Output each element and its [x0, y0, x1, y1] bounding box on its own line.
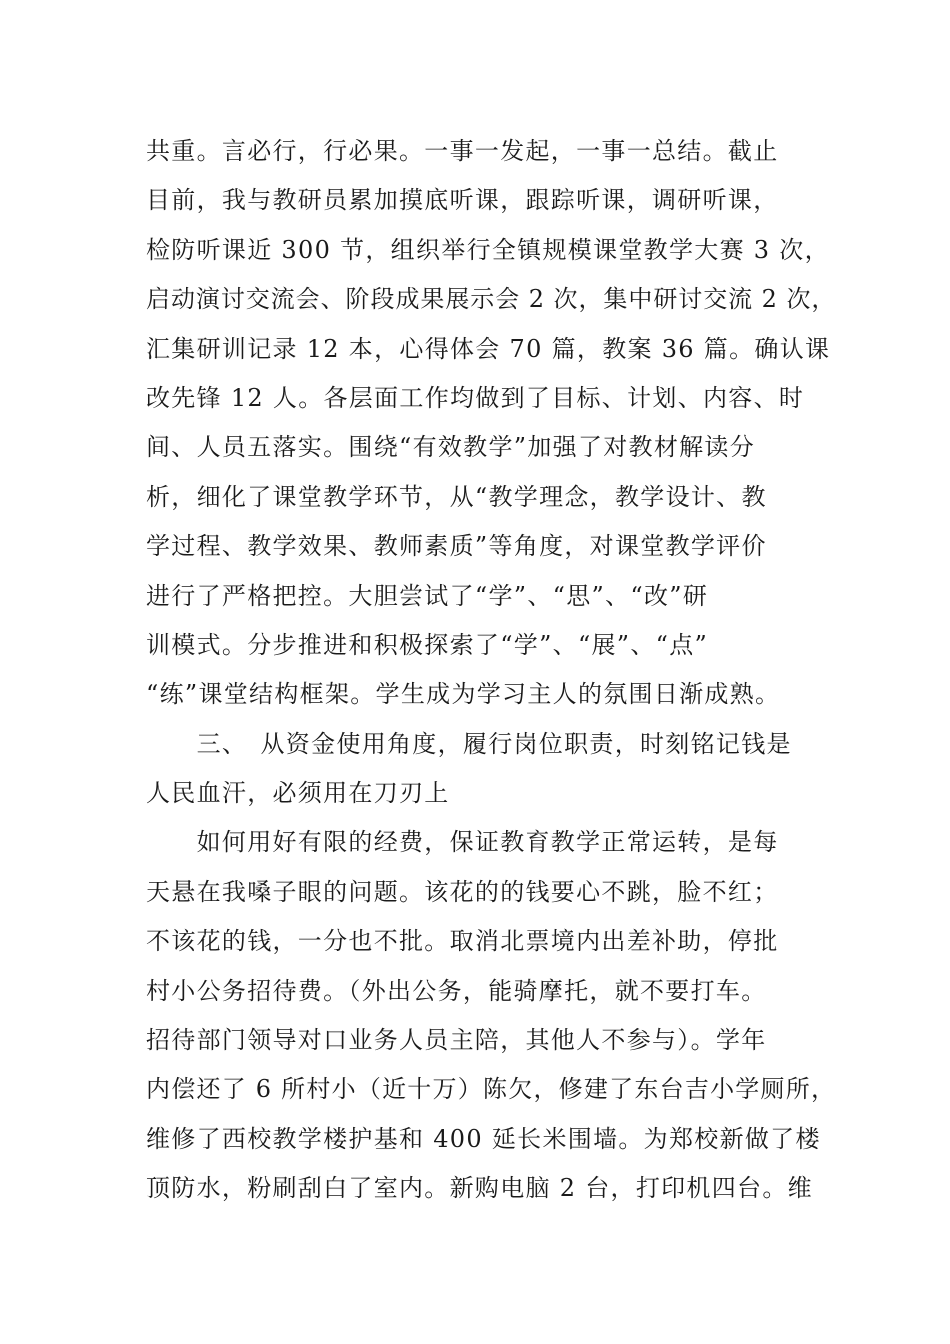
section-heading: 人民血汗，必须用在刀刃上 [146, 779, 450, 808]
text-line: 进行了严格把控。大胆尝试了“学”、“思”、“改”研 [146, 581, 709, 610]
text-line: 训模式。分步推进和积极探索了“学”、“展”、“点” [146, 630, 709, 659]
text-line: 学过程、教学效果、教师素质”等角度，对课堂教学评价 [146, 532, 767, 561]
text-line: 天悬在我嗓子眼的问题。该花的的钱要心不跳，脸不红； [146, 877, 779, 906]
text-line: 共重。言必行，行必果。一事一发起，一事一总结。截止 [146, 137, 779, 165]
body-text [146, 127, 836, 1214]
text-line: 析，细化了课堂教学环节，从“教学理念，教学设计、教 [146, 482, 767, 511]
text-line: 内偿还了 6 所村小（近十万）陈欠，修建了东台吉小学厕所， [146, 1075, 837, 1104]
text-line: 检防听课近 300 节，组织举行全镇规模课堂教学大赛 3 次， [146, 235, 830, 264]
text-line: “练”课堂结构框架。学生成为学习主人的氛围日渐成熟。 [146, 680, 781, 709]
text-line: 招待部门领导对口业务人员主陪，其他人不参与）。学年 [146, 1026, 767, 1055]
text-line: 改先锋 12 人。各层面工作均做到了目标、计划、内容、时 [146, 383, 805, 412]
text-line: 汇集研训记录 12 本，心得体会 70 篇，教案 36 篇。确认课 [146, 334, 831, 363]
text-line: 目前，我与教研员累加摸底听课，跟踪听课，调研听课， [146, 186, 779, 215]
section-heading: 三、 从资金使用角度，履行岗位职责，时刻铭记钱是 [146, 729, 792, 758]
text-line: 间、人员五落实。围绕“有效教学”加强了对教材解读分 [146, 433, 756, 462]
text-line: 如何用好有限的经费，保证教育教学正常运转，是每 [146, 828, 779, 857]
text-line: 顶防水，粉刷刮白了室内。新购电脑 2 台，打印机四台。维 [146, 1174, 813, 1203]
text-line: 村小公务招待费。（外出公务，能骑摩托，就不要打车。 [146, 976, 767, 1005]
text-line: 不该花的钱，一分也不批。取消北票境内出差补助，停批 [146, 927, 779, 956]
text-line: 维修了西校教学楼护基和 400 延长米围墙。为郑校新做了楼 [146, 1124, 821, 1153]
text-line: 启动演讨交流会、阶段成果展示会 2 次，集中研讨交流 2 次， [146, 285, 837, 314]
